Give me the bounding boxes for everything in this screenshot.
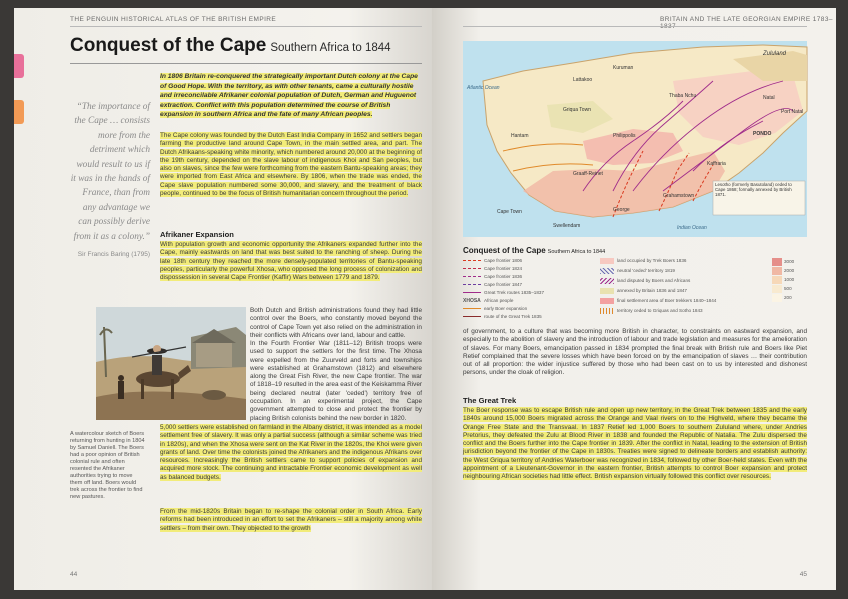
right-body-para-1: of government, to a culture that was becoming more British in character, to constraints on eastward expansion, and especially to the abolition of slavery and the introduction of labour and trade legislation and measures for the amelioration of slaves. For many Boers, emancipation passed in 1834 prompted the final break with British rule and Boers like Piet Retief complained that the severe losses which have been forced on by the emancipation of slaves … their contribution out of all proportion: the wider injustice suffered by those who had been cast on to us by interested and dishonest persons, under the cloak of religion. (463, 328, 807, 377)
right-body-para-2: The Boer response was to escape British rule and open up new territory, in the Great Trek between 1835 and the early 1840s around 15,000 Boers migrated across the Orange and Vaal rivers on to the Highveld, where they became the Orange Free State and the Transvaal. In 1837 Retief led 1,000 Boers to southern Zululand where, under Andries Pretorius, they defeated the Zulu at Blood River in 1838 and founded the Republic of Natalia. The Zulu dispersed the conflict and the Boers further into the Cape frontier in 1839. After the conflict in Natal, leading to the extension of British jurisdiction beyond the frontier of the Cape in 1830s. Treaties were signed to delineate borders and establish authority: the West Griqua territory of Andries Waterboer was recognized in 1834, followed by other Boer-held states. Even with the appointment of a Lieutenant-Governor in the eastern frontier, British attempts to control Boer expansion and protect neighbouring African societies had little effect. British expansion virtually followed this conflict over resources. (463, 407, 807, 481)
label-swellendam: Swellendam (553, 223, 581, 229)
legend-item: final settlement area of Boer trekkers 1840–1844 (600, 298, 750, 304)
legend-item: Cape frontier 1806 (463, 258, 522, 264)
title-rule (70, 63, 422, 64)
scale-step: 2000 (772, 267, 808, 276)
legend-item: territory ceded to Griquas and Sotho 1843 (600, 308, 750, 314)
heading-afrikaner-expansion: Afrikaner Expansion (160, 230, 234, 239)
quote-attribution: Sir Francis Baring (1795) (77, 251, 150, 259)
label-philippolis: Philippolis (613, 133, 636, 139)
label-port-natal: Port Natal (781, 109, 804, 115)
label-pondo: PONDO (753, 131, 772, 137)
legend-item: annexed by Britain 1836 and 1847 (600, 288, 750, 294)
scale-step: 1000 (772, 276, 808, 285)
label-kuruman: Kuruman (613, 65, 634, 71)
scale-step: 500 (772, 285, 808, 294)
label-lattakoo: Lattakoo (573, 77, 593, 83)
boer-hunting-illustration (96, 307, 246, 420)
body-para-3: Both Dutch and British administrations found they had little control over the Boers, who constantly moved beyond the control of Cape Town yet also relied on the administration in their conflicts with Africans over land, labour and cattle. (250, 307, 422, 339)
map-legend-title (463, 246, 605, 255)
label-cape-town: Cape Town (497, 209, 522, 215)
illustration-caption: A watercolour sketch of Boers returning from hunting in 1804 by Samuel Daniell. The Boers had a poor opinion of British colonial rule and often resented the Afrikaner authorities trying to move them off land. Boers would trek across the frontier to find new pastures. (70, 431, 145, 500)
left-page (14, 8, 432, 590)
inset-note: Lesotho (formerly Basutoland) ceded to Cape 1868; formally annexed by British 1871. (715, 182, 792, 198)
legend-item: Cape frontier 1836 (463, 274, 522, 280)
running-head-right: BRITAIN AND THE LATE GEORGIAN EMPIRE 1783– (660, 16, 833, 23)
label-natal: Natal (763, 95, 775, 101)
label-indian-ocean: Indian Ocean (677, 225, 707, 231)
body-para-4: In the Fourth Frontier War (1811–12) British troops were used to support the settlers for the first time. The Xhosa were expelled from the Zuurveld and forts and townships were established at Grahamstown (1812) and elsewhere along the Great Fish River, the new Cape frontier. The war of 1818–19 resulted in the area east of the Keiskamma River being declared neutral (later 'ceded') territory free of occupation. In an experimental project, the Cape government attempted to close and protect the frontier by placing British colonists behind the new border in 1820. (250, 340, 422, 422)
quote-text: “The importance of the Cape … consists more from the detriment which would result to us if it was in the hands of France, than from any advantage we can possibly derive from it as a colony.” (70, 102, 150, 242)
legend-item: early Boer expansion (463, 306, 527, 312)
legend-item: land disputed by Boers and Africans (600, 278, 750, 284)
illustration-svg (96, 307, 246, 420)
page-title (70, 35, 391, 57)
elevation-scale (772, 258, 808, 303)
southern-africa-map (463, 41, 807, 237)
body-para-1: The Cape colony was founded by the Dutch East India Company in 1652 and settlers began farming the productive land around Cape Town, in the main settled area, and part. The Dutch Afrikaans-speaking white minority, which numbered around 20,000 at the beginning of the 19th century, depended on the slave labour of indigenous Khoi and San peoples, but also on slaves, since the few were forthcoming from the eastern Bantu-speaking areas; they were imported from East Africa and elsewhere. By 1806, when the trade was ended, the Cape slave population numbered some 30,000, and slavery, and the treatment of black people, continued to be the focus of British humanitarian concern throughout the period. (160, 132, 422, 198)
label-graaff-reinet: Graaff-Reinet (573, 171, 603, 177)
label-kaffraria: Kaffraria (707, 161, 726, 167)
pull-quote (70, 100, 150, 259)
legend-item: Cape frontier 1824 (463, 266, 522, 272)
legend-title-main: Conquest of the Cape (463, 246, 546, 255)
label-grahamstown: Grahamstown (663, 193, 695, 199)
running-head-left: THE PENGUIN HISTORICAL ATLAS OF THE BRITISH EMPIRE (70, 16, 277, 23)
legend-title-sub: Southern Africa to 1844 (547, 249, 606, 255)
legend-item: route of the Great Trek 1835 (463, 314, 542, 320)
label-atlantic-ocean: Atlantic Ocean (467, 85, 500, 91)
legend-item: Great Trek routes 1835–1837 (463, 290, 544, 296)
orange-sticky-tab (14, 100, 24, 124)
body-para-6: From the mid-1820s Britain began to re-shape the colonial order in South Africa. Early reforms had been introduced in an effort to set the Afrikaners – still a majority among white settlers – from their own. They objected to the growth (160, 508, 422, 532)
page-number-right: 45 (799, 571, 807, 578)
title-main: Conquest of the Cape (70, 35, 267, 56)
page-number-left: 44 (70, 571, 78, 578)
body-para-2: With population growth and economic opportunity the Afrikaners expanded further into the Cape, mainly eastwards on land that was best suited to the ranching of sheep. During the late 18th century they reached the more densely-populated territories of Bantu-speaking peoples, particularly the powerful Xhosa, who opposed the long process of colonization and dispossession in several Cape Frontier (Kaffir) Wars between 1779 and 1879. (160, 241, 422, 282)
label-griqua-town: Griqua Town (563, 107, 591, 113)
body-para-5: 5,000 settlers were established on farmland in the Albany district, it was intended as a model settlement free of slavery. It was only a partial success (although a similar scheme was tried in 1820s), and when the Xhosa were sent on the Kat River in the 1820s, the Khoi were given grants of land. Over time the colonists joined the Afrikaners and the indigenous Afrikans over resources. Increasingly the British settlers came to support policies of expansion and acquired more stock. The continuing and intractable Frontier economic development as well as balanced budgets. (160, 424, 422, 481)
lead-paragraph: In 1806 Britain re-conquered the strategically important Dutch colony at the Cape of Good Hope. With the territory, as with other tenants, came a culturally hostile and irreconcilable Afrikaner colonial population of Dutch, German and Huguenot extraction. Conflict with this population determined the course of British expansion in southern Africa and the fate of many African peoples. (160, 73, 418, 119)
label-hantam: Hantam (511, 133, 529, 139)
legend-item: neutral 'ceded' territory 1819 (600, 268, 750, 274)
label-george: George (613, 207, 630, 213)
header-rule-right (463, 26, 807, 27)
legend-item: XHOSA African people (463, 298, 514, 304)
pink-sticky-tab (14, 54, 24, 78)
legend-item: land occupied by Trek Boers 1836 (600, 258, 750, 264)
label-thaba-nchu: Thaba Nchu (669, 93, 697, 99)
label-zululand: Zululand (763, 51, 787, 57)
title-sub: Southern Africa to 1844 (270, 42, 391, 54)
header-rule (70, 26, 422, 27)
right-page (432, 8, 836, 590)
heading-great-trek: The Great Trek (463, 396, 517, 405)
legend-item: Cape frontier 1847 (463, 282, 522, 288)
scale-step: 3000 (772, 258, 808, 267)
book-spread (0, 8, 848, 590)
scale-step: 200 (772, 294, 808, 303)
